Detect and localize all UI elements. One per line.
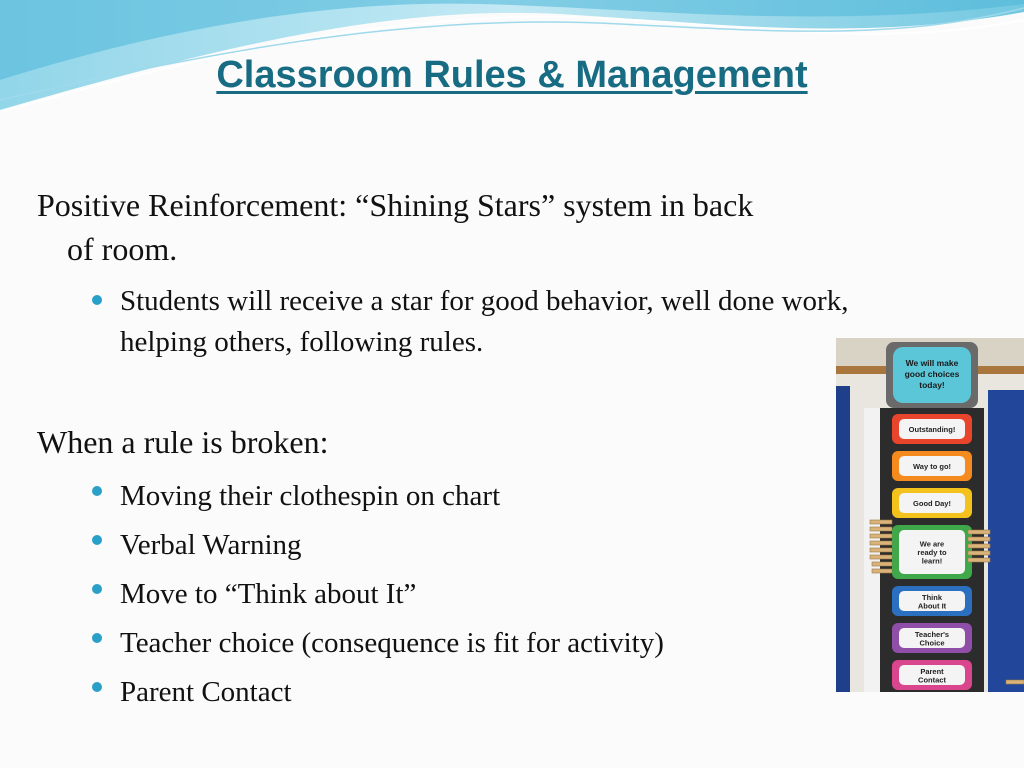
list-item-text: Move to “Think about It”: [120, 578, 417, 610]
list-item-text: Moving their clothespin on chart: [120, 480, 501, 512]
bullet-dot-icon: [92, 486, 102, 496]
list-item-text: Teacher choice (consequence is fit for activity): [120, 627, 664, 659]
chart-card-text: Good Day!: [913, 499, 951, 508]
bullet-dot-icon: [92, 295, 102, 305]
bullet-dot-icon: [92, 584, 102, 594]
chart-card-text: Way to go!: [912, 462, 952, 471]
bullet-dot-icon: [92, 633, 102, 643]
chart-cards: [892, 414, 972, 690]
chart-card-text: Teacher's: [914, 629, 950, 639]
photo-blue-board-right: [988, 390, 1024, 692]
slide-title: Classroom Rules & Management: [216, 54, 808, 96]
list-item-text: Parent Contact: [120, 676, 292, 708]
chart-card-text: About It: [917, 601, 947, 611]
positive-reinforcement-paragraph: [37, 183, 917, 271]
chart-card-text: ready to: [917, 548, 947, 557]
photo-blue-board-left: [836, 386, 850, 692]
consequence-bullet-list: [92, 472, 664, 717]
rule-broken-heading: When a rule is broken:: [37, 424, 329, 460]
list-item-text: Students will receive a star for good behavior, well done work, helping others, following rules.: [120, 285, 849, 358]
chart-header-text: We will make good choices today!: [904, 358, 960, 390]
chart-card-text: Outstanding!: [908, 425, 956, 434]
list-item-text: Verbal Warning: [120, 529, 302, 561]
reinforcement-bullet-list: [92, 281, 942, 363]
list-item: [92, 619, 664, 668]
paragraph-line-2: of room.: [67, 231, 178, 267]
paragraph-line-1: Positive Reinforcement: “Shining Stars” system in back: [37, 187, 754, 223]
bullet-dot-icon: [92, 682, 102, 692]
list-item: [92, 472, 664, 521]
bullet-dot-icon: [92, 535, 102, 545]
chart-card-text: Contact: [918, 675, 946, 685]
list-item: [92, 570, 664, 619]
chart-card-text: Parent: [920, 666, 944, 676]
list-item: [92, 668, 664, 717]
chart-card-text: learn!: [921, 556, 943, 566]
chart-card-text: Choice: [919, 638, 945, 648]
list-item: [92, 521, 664, 570]
chart-card-text: Think: [922, 592, 942, 602]
behavior-chart-photo: [836, 338, 1024, 692]
list-item: [92, 281, 942, 363]
chart-card-text: We are: [919, 539, 945, 549]
